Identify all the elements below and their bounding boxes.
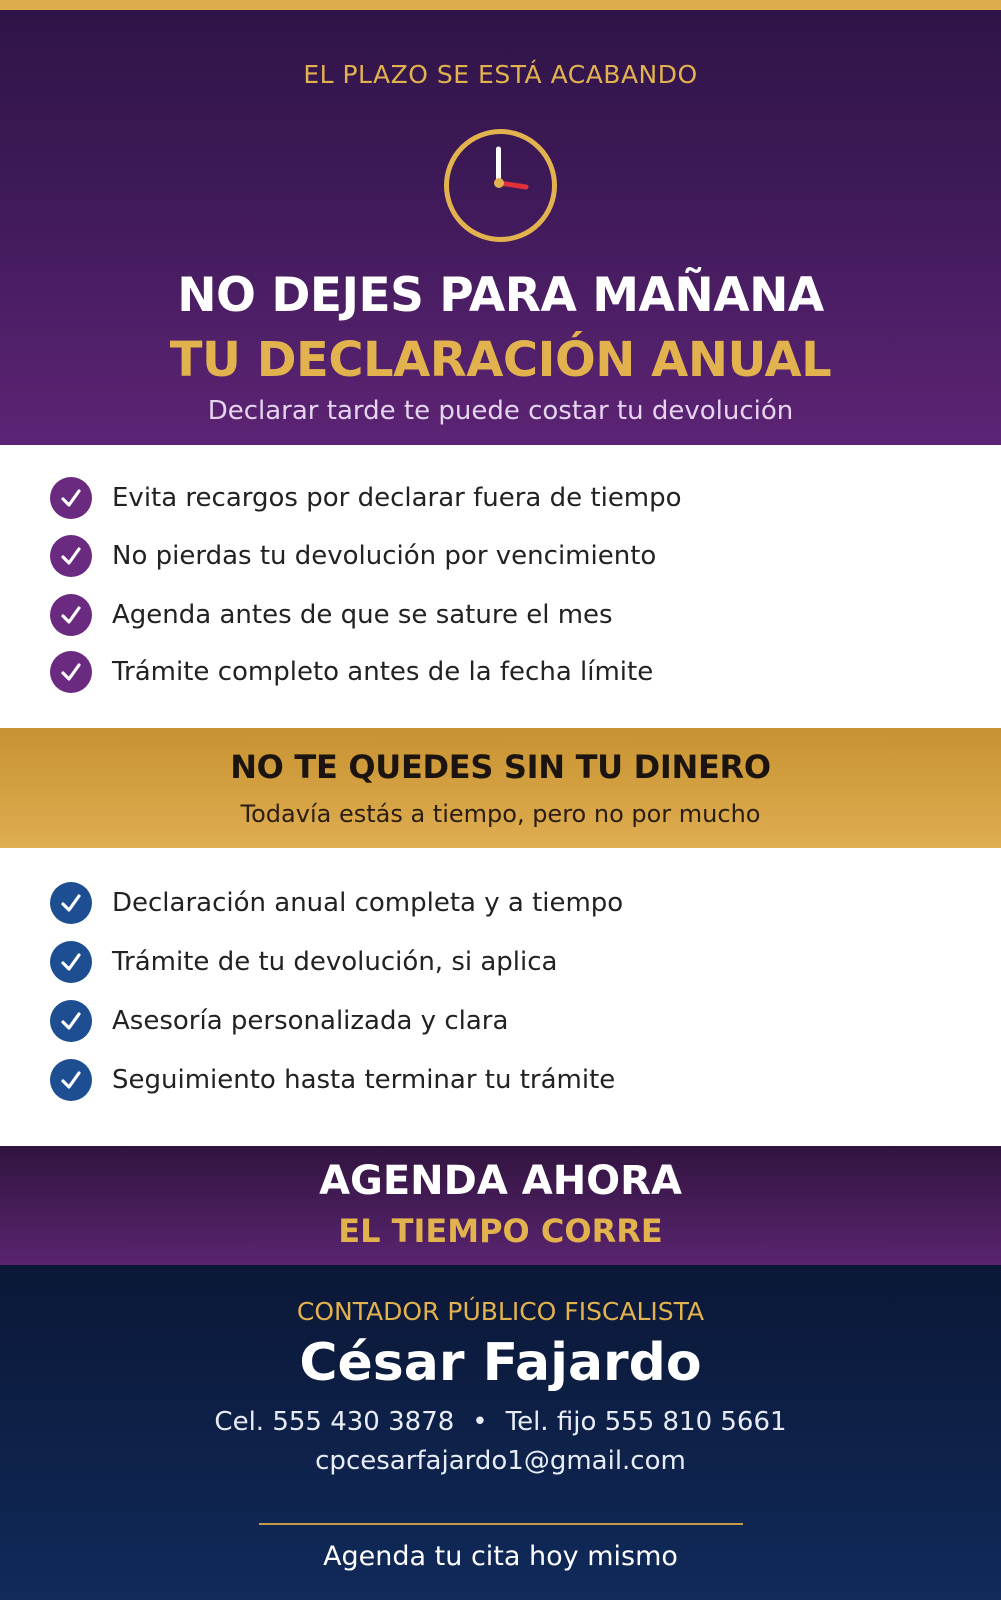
footer-divider: [259, 1523, 743, 1525]
list-item-label: Declaración anual completa y a tiempo: [112, 888, 624, 918]
list-item: [50, 593, 613, 637]
list-item-label: Agenda antes de que se sature el mes: [112, 600, 613, 630]
hero-section: [0, 10, 1001, 445]
list-item-label: No pierdas tu devolución por vencimiento: [112, 541, 657, 571]
hero-kicker: EL PLAZO SE ESTÁ ACABANDO: [303, 60, 698, 89]
banner-subtitle: Todavía estás a tiempo, pero no por mucho: [240, 800, 761, 828]
list-item-label: Evita recargos por declarar fuera de tiempo: [112, 483, 682, 513]
list-item-label: Trámite completo antes de la fecha límite: [112, 657, 654, 687]
hero-headline-accent: TU DECLARACIÓN ANUAL: [169, 332, 832, 388]
checkmark-icon: [50, 594, 92, 636]
call-to-action: [0, 1146, 1001, 1265]
checkmark-icon: [50, 1059, 92, 1101]
services-list: [0, 848, 1001, 1146]
hero-headline: NO DEJES PARA MAÑANA: [177, 268, 824, 323]
contact-phones: [0, 1407, 1001, 1437]
benefits-list-1: [0, 445, 1001, 728]
list-item: [50, 940, 557, 984]
clock-icon: [442, 127, 559, 244]
banner-title: NO TE QUEDES SIN TU DINERO: [230, 748, 771, 786]
checkmark-icon: [50, 941, 92, 983]
separator-dot: •: [472, 1407, 488, 1437]
checkmark-icon: [50, 535, 92, 577]
top-gold-strip: [0, 0, 1001, 10]
money-banner: [0, 728, 1001, 848]
landline-phone[interactable]: Tel. fijo 555 810 5661: [505, 1407, 787, 1437]
list-item: [50, 1058, 615, 1102]
cell-phone[interactable]: Cel. 555 430 3878: [214, 1407, 455, 1437]
hero-subtitle: Declarar tarde te puede costar tu devolución: [207, 396, 794, 426]
contact-footer: [0, 1265, 1001, 1600]
contact-name: César Fajardo: [299, 1333, 702, 1393]
list-item-label: Asesoría personalizada y clara: [112, 1006, 509, 1036]
list-item-label: Trámite de tu devolución, si aplica: [112, 947, 558, 977]
list-item: [50, 534, 656, 578]
checkmark-icon: [50, 1000, 92, 1042]
list-item: [50, 881, 623, 925]
checkmark-icon: [50, 651, 92, 693]
checkmark-icon: [50, 477, 92, 519]
contact-email[interactable]: cpcesarfajardo1@gmail.com: [315, 1446, 686, 1476]
cta-subtitle: EL TIEMPO CORRE: [338, 1212, 663, 1250]
list-item-label: Seguimiento hasta terminar tu trámite: [112, 1065, 616, 1095]
cta-title: AGENDA AHORA: [319, 1158, 682, 1204]
contact-role: CONTADOR PÚBLICO FISCALISTA: [296, 1297, 705, 1326]
list-item: [50, 999, 508, 1043]
list-item: [50, 476, 682, 520]
checkmark-icon: [50, 882, 92, 924]
closing-line: Agenda tu cita hoy mismo: [323, 1541, 678, 1572]
list-item: [50, 650, 653, 694]
